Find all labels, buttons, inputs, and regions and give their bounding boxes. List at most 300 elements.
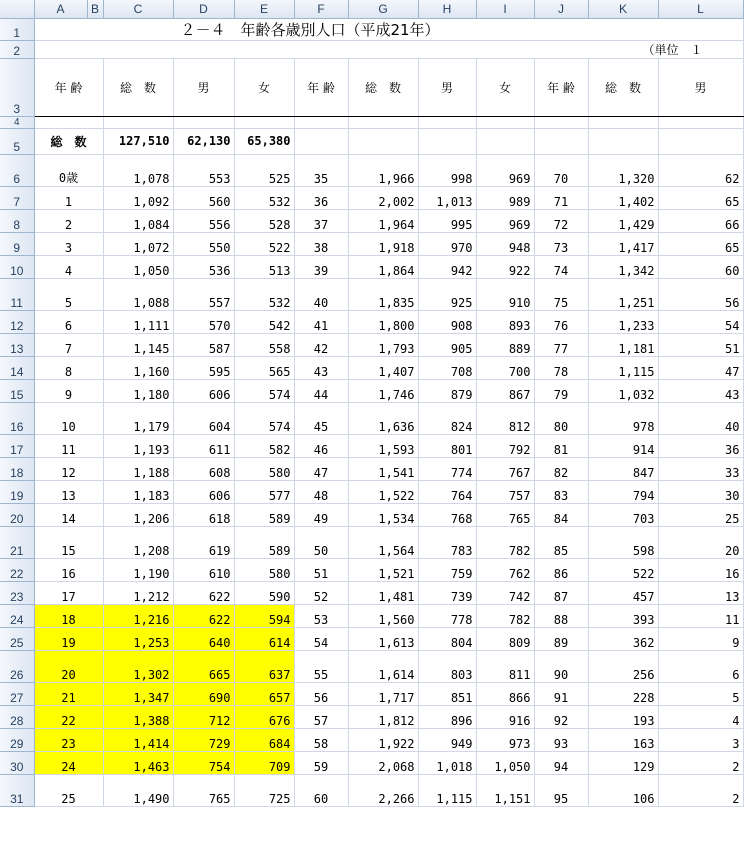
value-cell[interactable]: 657 (234, 682, 294, 705)
value-cell[interactable]: 20 (658, 526, 743, 558)
value-cell[interactable] (658, 128, 743, 154)
value-cell[interactable]: 811 (476, 650, 534, 682)
value-cell[interactable]: 1,208 (103, 526, 173, 558)
age-cell[interactable]: 25 (34, 774, 103, 806)
value-cell[interactable]: 1,115 (418, 774, 476, 806)
age-cell[interactable]: 14 (34, 503, 103, 526)
age-cell[interactable]: 39 (294, 255, 348, 278)
value-cell[interactable]: 637 (234, 650, 294, 682)
value-cell[interactable]: 1,522 (348, 480, 418, 503)
age-cell[interactable]: 16 (34, 558, 103, 581)
row-header[interactable]: 9 (0, 232, 34, 255)
age-cell[interactable]: 0歳 (34, 154, 103, 186)
value-cell[interactable]: 11 (658, 604, 743, 627)
value-cell[interactable]: 782 (476, 604, 534, 627)
age-cell[interactable]: 2 (34, 209, 103, 232)
age-cell[interactable]: 50 (294, 526, 348, 558)
age-cell[interactable]: 54 (294, 627, 348, 650)
value-cell[interactable]: 622 (173, 604, 234, 627)
value-cell[interactable] (348, 116, 418, 128)
value-cell[interactable]: 812 (476, 402, 534, 434)
value-cell[interactable]: 610 (173, 558, 234, 581)
value-cell[interactable]: 942 (418, 255, 476, 278)
value-cell[interactable]: 619 (173, 526, 234, 558)
value-cell[interactable]: 893 (476, 310, 534, 333)
age-cell[interactable]: 36 (294, 186, 348, 209)
value-cell[interactable]: 553 (173, 154, 234, 186)
value-cell[interactable]: 1,078 (103, 154, 173, 186)
value-cell[interactable]: 1,490 (103, 774, 173, 806)
value-cell[interactable]: 2 (658, 751, 743, 774)
value-cell[interactable]: 989 (476, 186, 534, 209)
age-cell[interactable] (534, 116, 588, 128)
value-cell[interactable]: 129 (588, 751, 658, 774)
value-cell[interactable]: 809 (476, 627, 534, 650)
row-header[interactable]: 13 (0, 333, 34, 356)
value-cell[interactable]: 1,050 (476, 751, 534, 774)
value-cell[interactable]: 536 (173, 255, 234, 278)
value-cell[interactable]: 589 (234, 503, 294, 526)
value-cell[interactable]: 1,233 (588, 310, 658, 333)
age-cell[interactable]: 58 (294, 728, 348, 751)
value-cell[interactable]: 690 (173, 682, 234, 705)
value-cell[interactable]: 922 (476, 255, 534, 278)
column-header[interactable]: H (418, 0, 476, 18)
age-cell[interactable]: 72 (534, 209, 588, 232)
age-cell[interactable]: 93 (534, 728, 588, 751)
age-cell[interactable]: 48 (294, 480, 348, 503)
value-cell[interactable]: 851 (418, 682, 476, 705)
row-header[interactable]: 23 (0, 581, 34, 604)
age-cell[interactable]: 84 (534, 503, 588, 526)
value-cell[interactable]: 43 (658, 379, 743, 402)
row-header[interactable]: 27 (0, 682, 34, 705)
age-cell[interactable]: 88 (534, 604, 588, 627)
age-cell[interactable] (294, 116, 348, 128)
column-heading[interactable]: 年 齢 (534, 58, 588, 116)
select-all-corner[interactable] (0, 0, 34, 18)
row-header[interactable]: 30 (0, 751, 34, 774)
age-cell[interactable]: 9 (34, 379, 103, 402)
value-cell[interactable]: 580 (234, 558, 294, 581)
age-cell[interactable] (34, 116, 103, 128)
value-cell[interactable]: 640 (173, 627, 234, 650)
age-cell[interactable]: 52 (294, 581, 348, 604)
age-cell[interactable]: 53 (294, 604, 348, 627)
age-cell[interactable]: 74 (534, 255, 588, 278)
value-cell[interactable]: 256 (588, 650, 658, 682)
age-cell[interactable]: 35 (294, 154, 348, 186)
value-cell[interactable]: 1,717 (348, 682, 418, 705)
value-cell[interactable]: 774 (418, 457, 476, 480)
value-cell[interactable] (588, 116, 658, 128)
age-cell[interactable]: 41 (294, 310, 348, 333)
value-cell[interactable]: 1,193 (103, 434, 173, 457)
value-cell[interactable]: 1,481 (348, 581, 418, 604)
value-cell[interactable]: 570 (173, 310, 234, 333)
value-cell[interactable]: 879 (418, 379, 476, 402)
column-header[interactable]: K (588, 0, 658, 18)
value-cell[interactable]: 925 (418, 278, 476, 310)
age-cell[interactable]: 4 (34, 255, 103, 278)
value-cell[interactable]: 2,002 (348, 186, 418, 209)
column-heading[interactable]: 総 数 (103, 58, 173, 116)
value-cell[interactable]: 513 (234, 255, 294, 278)
column-header[interactable]: E (234, 0, 294, 18)
value-cell[interactable]: 589 (234, 526, 294, 558)
value-cell[interactable]: 709 (234, 751, 294, 774)
value-cell[interactable]: 65 (658, 186, 743, 209)
value-cell[interactable]: 700 (476, 356, 534, 379)
row-header[interactable]: 7 (0, 186, 34, 209)
column-header[interactable]: G (348, 0, 418, 18)
value-cell[interactable]: 754 (173, 751, 234, 774)
value-cell[interactable]: 1,072 (103, 232, 173, 255)
value-cell[interactable]: 13 (658, 581, 743, 604)
value-cell[interactable]: 914 (588, 434, 658, 457)
age-cell[interactable]: 23 (34, 728, 103, 751)
value-cell[interactable]: 665 (173, 650, 234, 682)
age-cell[interactable]: 73 (534, 232, 588, 255)
value-cell[interactable]: 60 (658, 255, 743, 278)
value-cell[interactable]: 1,613 (348, 627, 418, 650)
value-cell[interactable]: 978 (588, 402, 658, 434)
value-cell[interactable]: 949 (418, 728, 476, 751)
value-cell[interactable]: 590 (234, 581, 294, 604)
age-cell[interactable]: 60 (294, 774, 348, 806)
value-cell[interactable]: 522 (234, 232, 294, 255)
value-cell[interactable]: 1,160 (103, 356, 173, 379)
value-cell[interactable]: 739 (418, 581, 476, 604)
value-cell[interactable]: 725 (234, 774, 294, 806)
value-cell[interactable]: 1,388 (103, 705, 173, 728)
age-cell[interactable]: 81 (534, 434, 588, 457)
value-cell[interactable]: 525 (234, 154, 294, 186)
value-cell[interactable]: 362 (588, 627, 658, 650)
row-header[interactable]: 28 (0, 705, 34, 728)
value-cell[interactable]: 1,216 (103, 604, 173, 627)
value-cell[interactable]: 2 (658, 774, 743, 806)
value-cell[interactable]: 557 (173, 278, 234, 310)
age-cell[interactable]: 57 (294, 705, 348, 728)
age-cell[interactable]: 85 (534, 526, 588, 558)
age-cell[interactable]: 51 (294, 558, 348, 581)
value-cell[interactable]: 36 (658, 434, 743, 457)
value-cell[interactable]: 1,111 (103, 310, 173, 333)
row-header[interactable]: 14 (0, 356, 34, 379)
value-cell[interactable]: 1,151 (476, 774, 534, 806)
age-cell[interactable]: 38 (294, 232, 348, 255)
value-cell[interactable]: 106 (588, 774, 658, 806)
row-header[interactable]: 31 (0, 774, 34, 806)
value-cell[interactable]: 3 (658, 728, 743, 751)
value-cell[interactable]: 973 (476, 728, 534, 751)
unit-label[interactable]: （単位 １ (34, 40, 743, 58)
value-cell[interactable]: 54 (658, 310, 743, 333)
value-cell[interactable]: 30 (658, 480, 743, 503)
value-cell[interactable]: 684 (234, 728, 294, 751)
value-cell[interactable]: 765 (476, 503, 534, 526)
age-cell[interactable]: 11 (34, 434, 103, 457)
age-cell[interactable]: 56 (294, 682, 348, 705)
age-cell[interactable]: 43 (294, 356, 348, 379)
column-heading[interactable]: 総 数 (588, 58, 658, 116)
row-header[interactable]: 17 (0, 434, 34, 457)
value-cell[interactable]: 1,188 (103, 457, 173, 480)
value-cell[interactable]: 4 (658, 705, 743, 728)
value-cell[interactable]: 558 (234, 333, 294, 356)
column-heading[interactable]: 男 (658, 58, 743, 116)
value-cell[interactable]: 2,068 (348, 751, 418, 774)
age-cell[interactable]: 総 数 (34, 128, 103, 154)
age-cell[interactable]: 45 (294, 402, 348, 434)
value-cell[interactable]: 916 (476, 705, 534, 728)
value-cell[interactable]: 574 (234, 402, 294, 434)
row-header[interactable]: 8 (0, 209, 34, 232)
value-cell[interactable]: 1,918 (348, 232, 418, 255)
value-cell[interactable]: 393 (588, 604, 658, 627)
value-cell[interactable]: 712 (173, 705, 234, 728)
value-cell[interactable]: 1,636 (348, 402, 418, 434)
row-header[interactable]: 22 (0, 558, 34, 581)
column-header[interactable]: L (658, 0, 743, 18)
value-cell[interactable]: 614 (234, 627, 294, 650)
age-cell[interactable]: 86 (534, 558, 588, 581)
row-header[interactable]: 2 (0, 40, 34, 58)
value-cell[interactable]: 757 (476, 480, 534, 503)
value-cell[interactable]: 542 (234, 310, 294, 333)
value-cell[interactable]: 1,181 (588, 333, 658, 356)
value-cell[interactable]: 528 (234, 209, 294, 232)
value-cell[interactable]: 595 (173, 356, 234, 379)
age-cell[interactable]: 1 (34, 186, 103, 209)
row-header[interactable]: 19 (0, 480, 34, 503)
value-cell[interactable]: 606 (173, 480, 234, 503)
value-cell[interactable]: 1,414 (103, 728, 173, 751)
value-cell[interactable]: 604 (173, 402, 234, 434)
age-cell[interactable]: 95 (534, 774, 588, 806)
row-header[interactable]: 3 (0, 58, 34, 116)
age-cell[interactable]: 47 (294, 457, 348, 480)
value-cell[interactable]: 767 (476, 457, 534, 480)
value-cell[interactable]: 65 (658, 232, 743, 255)
value-cell[interactable]: 778 (418, 604, 476, 627)
value-cell[interactable]: 729 (173, 728, 234, 751)
value-cell[interactable]: 580 (234, 457, 294, 480)
value-cell[interactable]: 611 (173, 434, 234, 457)
value-cell[interactable]: 1,251 (588, 278, 658, 310)
row-header[interactable]: 4 (0, 116, 34, 128)
value-cell[interactable]: 998 (418, 154, 476, 186)
column-header[interactable]: J (534, 0, 588, 18)
age-cell[interactable]: 21 (34, 682, 103, 705)
value-cell[interactable] (476, 128, 534, 154)
value-cell[interactable]: 1,179 (103, 402, 173, 434)
value-cell[interactable]: 65,380 (234, 128, 294, 154)
column-header[interactable]: B (87, 0, 103, 18)
value-cell[interactable]: 522 (588, 558, 658, 581)
value-cell[interactable]: 1,092 (103, 186, 173, 209)
age-cell[interactable]: 19 (34, 627, 103, 650)
value-cell[interactable]: 1,115 (588, 356, 658, 379)
row-header[interactable]: 1 (0, 18, 34, 40)
value-cell[interactable]: 5 (658, 682, 743, 705)
value-cell[interactable]: 163 (588, 728, 658, 751)
value-cell[interactable]: 762 (476, 558, 534, 581)
value-cell[interactable]: 1,190 (103, 558, 173, 581)
age-cell[interactable]: 3 (34, 232, 103, 255)
value-cell[interactable]: 1,964 (348, 209, 418, 232)
value-cell[interactable]: 948 (476, 232, 534, 255)
age-cell[interactable]: 10 (34, 402, 103, 434)
column-header[interactable]: D (173, 0, 234, 18)
value-cell[interactable]: 1,864 (348, 255, 418, 278)
value-cell[interactable]: 1,966 (348, 154, 418, 186)
value-cell[interactable]: 765 (173, 774, 234, 806)
age-cell[interactable]: 78 (534, 356, 588, 379)
value-cell[interactable]: 532 (234, 186, 294, 209)
value-cell[interactable]: 867 (476, 379, 534, 402)
value-cell[interactable]: 1,302 (103, 650, 173, 682)
value-cell[interactable]: 1,032 (588, 379, 658, 402)
value-cell[interactable]: 1,347 (103, 682, 173, 705)
row-header[interactable]: 29 (0, 728, 34, 751)
value-cell[interactable]: 1,407 (348, 356, 418, 379)
row-header[interactable]: 24 (0, 604, 34, 627)
value-cell[interactable]: 1,088 (103, 278, 173, 310)
column-heading[interactable]: 男 (173, 58, 234, 116)
row-header[interactable]: 12 (0, 310, 34, 333)
value-cell[interactable]: 703 (588, 503, 658, 526)
age-cell[interactable]: 42 (294, 333, 348, 356)
value-cell[interactable] (173, 116, 234, 128)
value-cell[interactable]: 1,746 (348, 379, 418, 402)
value-cell[interactable]: 768 (418, 503, 476, 526)
value-cell[interactable]: 1,614 (348, 650, 418, 682)
age-cell[interactable]: 24 (34, 751, 103, 774)
value-cell[interactable]: 16 (658, 558, 743, 581)
value-cell[interactable]: 969 (476, 154, 534, 186)
value-cell[interactable]: 193 (588, 705, 658, 728)
age-cell[interactable]: 37 (294, 209, 348, 232)
value-cell[interactable]: 995 (418, 209, 476, 232)
value-cell[interactable]: 62 (658, 154, 743, 186)
age-cell[interactable]: 49 (294, 503, 348, 526)
value-cell[interactable]: 794 (588, 480, 658, 503)
age-cell[interactable]: 8 (34, 356, 103, 379)
column-header[interactable]: I (476, 0, 534, 18)
value-cell[interactable]: 1,206 (103, 503, 173, 526)
value-cell[interactable]: 1,183 (103, 480, 173, 503)
value-cell[interactable] (348, 128, 418, 154)
value-cell[interactable]: 1,018 (418, 751, 476, 774)
value-cell[interactable] (658, 116, 743, 128)
column-header[interactable]: C (103, 0, 173, 18)
row-header[interactable]: 26 (0, 650, 34, 682)
value-cell[interactable]: 2,266 (348, 774, 418, 806)
value-cell[interactable]: 565 (234, 356, 294, 379)
value-cell[interactable]: 556 (173, 209, 234, 232)
row-header[interactable]: 21 (0, 526, 34, 558)
row-header[interactable]: 10 (0, 255, 34, 278)
age-cell[interactable]: 77 (534, 333, 588, 356)
value-cell[interactable]: 532 (234, 278, 294, 310)
value-cell[interactable]: 1,564 (348, 526, 418, 558)
value-cell[interactable]: 1,534 (348, 503, 418, 526)
value-cell[interactable]: 764 (418, 480, 476, 503)
age-cell[interactable]: 17 (34, 581, 103, 604)
value-cell[interactable]: 759 (418, 558, 476, 581)
value-cell[interactable]: 804 (418, 627, 476, 650)
value-cell[interactable]: 6 (658, 650, 743, 682)
value-cell[interactable]: 127,510 (103, 128, 173, 154)
column-heading[interactable]: 年 齢 (34, 58, 103, 116)
row-header[interactable]: 18 (0, 457, 34, 480)
value-cell[interactable]: 1,180 (103, 379, 173, 402)
value-cell[interactable]: 1,212 (103, 581, 173, 604)
age-cell[interactable]: 71 (534, 186, 588, 209)
age-cell[interactable]: 55 (294, 650, 348, 682)
value-cell[interactable]: 866 (476, 682, 534, 705)
value-cell[interactable]: 1,541 (348, 457, 418, 480)
value-cell[interactable]: 1,521 (348, 558, 418, 581)
value-cell[interactable]: 1,793 (348, 333, 418, 356)
value-cell[interactable]: 1,429 (588, 209, 658, 232)
value-cell[interactable]: 824 (418, 402, 476, 434)
value-cell[interactable] (476, 116, 534, 128)
row-header[interactable]: 15 (0, 379, 34, 402)
age-cell[interactable]: 92 (534, 705, 588, 728)
age-cell[interactable]: 83 (534, 480, 588, 503)
column-heading[interactable]: 女 (476, 58, 534, 116)
value-cell[interactable] (103, 116, 173, 128)
age-cell[interactable] (294, 128, 348, 154)
age-cell[interactable]: 7 (34, 333, 103, 356)
row-header[interactable]: 11 (0, 278, 34, 310)
value-cell[interactable]: 457 (588, 581, 658, 604)
age-cell[interactable]: 89 (534, 627, 588, 650)
value-cell[interactable]: 47 (658, 356, 743, 379)
age-cell[interactable]: 79 (534, 379, 588, 402)
value-cell[interactable]: 594 (234, 604, 294, 627)
age-cell[interactable]: 76 (534, 310, 588, 333)
value-cell[interactable]: 550 (173, 232, 234, 255)
age-cell[interactable]: 22 (34, 705, 103, 728)
column-heading[interactable]: 年 齢 (294, 58, 348, 116)
age-cell[interactable]: 90 (534, 650, 588, 682)
value-cell[interactable]: 1,320 (588, 154, 658, 186)
value-cell[interactable]: 56 (658, 278, 743, 310)
value-cell[interactable]: 1,402 (588, 186, 658, 209)
value-cell[interactable]: 606 (173, 379, 234, 402)
age-cell[interactable] (534, 128, 588, 154)
value-cell[interactable]: 1,342 (588, 255, 658, 278)
value-cell[interactable]: 33 (658, 457, 743, 480)
value-cell[interactable]: 618 (173, 503, 234, 526)
value-cell[interactable] (234, 116, 294, 128)
value-cell[interactable]: 51 (658, 333, 743, 356)
value-cell[interactable] (418, 116, 476, 128)
value-cell[interactable]: 608 (173, 457, 234, 480)
age-cell[interactable]: 59 (294, 751, 348, 774)
value-cell[interactable]: 847 (588, 457, 658, 480)
age-cell[interactable]: 80 (534, 402, 588, 434)
value-cell[interactable]: 587 (173, 333, 234, 356)
value-cell[interactable]: 560 (173, 186, 234, 209)
value-cell[interactable]: 1,835 (348, 278, 418, 310)
row-header[interactable]: 20 (0, 503, 34, 526)
value-cell[interactable]: 782 (476, 526, 534, 558)
